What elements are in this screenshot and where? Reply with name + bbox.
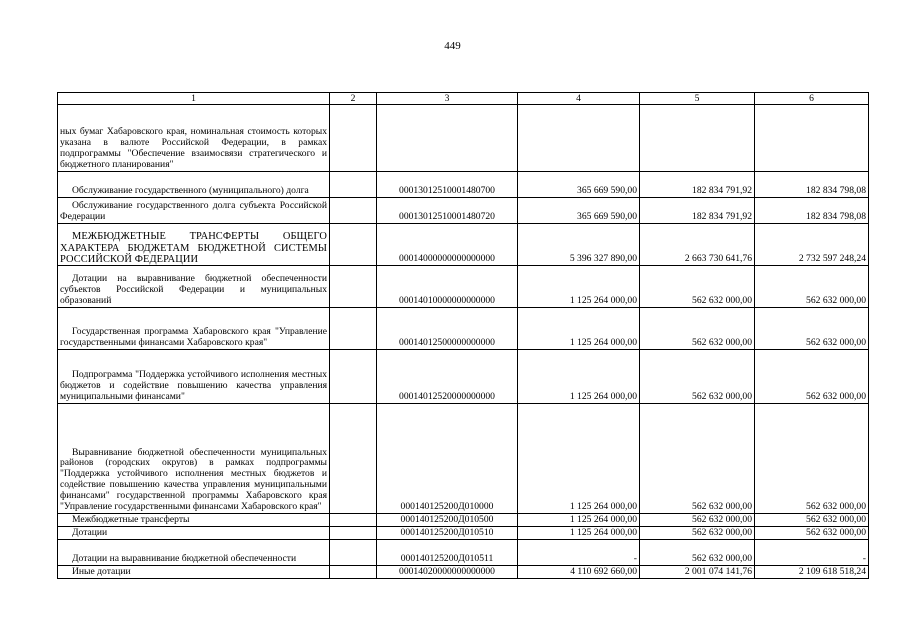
row-value-5: 182 834 791,92 <box>640 172 755 198</box>
row-value-4: 1 125 264 000,00 <box>518 350 640 404</box>
row-value-6: 182 834 798,08 <box>755 198 869 224</box>
row-value-4: 365 669 590,00 <box>518 172 640 198</box>
row-value-6: 182 834 798,08 <box>755 172 869 198</box>
row-value-5: 562 632 000,00 <box>640 266 755 308</box>
row-value-6: 562 632 000,00 <box>755 527 869 540</box>
row-name: Дотации на выравнивание бюджетной обеспеченности субъектов Российской Федерации и муниципальных образований <box>58 266 330 308</box>
row-value-4: 5 396 327 890,00 <box>518 224 640 266</box>
row-col2 <box>330 404 377 514</box>
row-col2 <box>330 266 377 308</box>
row-name: Дотации <box>58 527 330 540</box>
row-value-6: 562 632 000,00 <box>755 350 869 404</box>
table-row <box>58 308 869 350</box>
budget-table <box>57 92 869 579</box>
row-value-4: 1 125 264 000,00 <box>518 404 640 514</box>
table-row <box>58 172 869 198</box>
column-header: 2 <box>330 93 377 105</box>
row-code: 00013012510001480720 <box>377 198 518 224</box>
row-col2 <box>330 105 377 172</box>
row-name: Иные дотации <box>58 566 330 579</box>
row-col2 <box>330 350 377 404</box>
row-value-6 <box>755 105 869 172</box>
row-value-5: 2 663 730 641,76 <box>640 224 755 266</box>
row-col2 <box>330 224 377 266</box>
row-value-4: 1 125 264 000,00 <box>518 266 640 308</box>
row-code: 000140125200Д010000 <box>377 404 518 514</box>
row-name: Подпрограмма "Поддержка устойчивого исполнения местных бюджетов и содействие повышению качества управления муниципальными финансами" <box>58 350 330 404</box>
row-code: 00014012500000000000 <box>377 308 518 350</box>
table-row <box>58 540 869 566</box>
row-name: МЕЖБЮДЖЕТНЫЕ ТРАНСФЕРТЫ ОБЩЕГО ХАРАКТЕРА БЮДЖЕТАМ БЮДЖЕТНОЙ СИСТЕМЫ РОССИЙСКОЙ ФЕДЕРАЦИИ <box>58 224 330 266</box>
column-header: 6 <box>755 93 869 105</box>
table-row <box>58 198 869 224</box>
row-value-6: 2 732 597 248,24 <box>755 224 869 266</box>
row-value-4: 1 125 264 000,00 <box>518 308 640 350</box>
row-value-4: - <box>518 540 640 566</box>
table-row <box>58 224 869 266</box>
row-col2 <box>330 566 377 579</box>
row-code: 00014012520000000000 <box>377 350 518 404</box>
row-name: Обслуживание государственного долга субъекта Российской Федерации <box>58 198 330 224</box>
page-number: 449 <box>444 40 461 52</box>
row-value-6: 562 632 000,00 <box>755 266 869 308</box>
row-value-6: 562 632 000,00 <box>755 514 869 527</box>
table-row <box>58 350 869 404</box>
row-code: 000140125200Д010510 <box>377 527 518 540</box>
table-row <box>58 105 869 172</box>
row-value-5: 182 834 791,92 <box>640 198 755 224</box>
row-value-4: 1 125 264 000,00 <box>518 514 640 527</box>
row-value-6: 562 632 000,00 <box>755 308 869 350</box>
row-value-5: 562 632 000,00 <box>640 527 755 540</box>
row-value-4 <box>518 105 640 172</box>
row-value-5: 562 632 000,00 <box>640 308 755 350</box>
row-col2 <box>330 308 377 350</box>
row-name: Выравнивание бюджетной обеспеченности муниципальных районов (городских округов) в рамках подпрограммы "Поддержка устойчивого исполнения местных бюджетов и содействие повышению качества управления муниципальными финансами" государственной программы Хабаровского края "Управление государственными финансами Хабаровского края" <box>58 404 330 514</box>
row-value-5: 2 001 074 141,76 <box>640 566 755 579</box>
row-name: Обслуживание государственного (муниципального) долга <box>58 172 330 198</box>
table-row <box>58 266 869 308</box>
row-value-6: 2 109 618 518,24 <box>755 566 869 579</box>
row-col2 <box>330 514 377 527</box>
row-value-5: 562 632 000,00 <box>640 514 755 527</box>
row-value-4: 1 125 264 000,00 <box>518 527 640 540</box>
row-value-5 <box>640 105 755 172</box>
column-header-row <box>58 93 869 105</box>
row-code <box>377 105 518 172</box>
table-row <box>58 514 869 527</box>
column-header: 5 <box>640 93 755 105</box>
table-row <box>58 566 869 579</box>
column-header: 4 <box>518 93 640 105</box>
row-value-6: 562 632 000,00 <box>755 404 869 514</box>
row-col2 <box>330 527 377 540</box>
row-value-4: 365 669 590,00 <box>518 198 640 224</box>
row-code: 000140125200Д010511 <box>377 540 518 566</box>
row-code: 000140125200Д010500 <box>377 514 518 527</box>
row-col2 <box>330 198 377 224</box>
row-code: 00014010000000000000 <box>377 266 518 308</box>
row-code: 00014020000000000000 <box>377 566 518 579</box>
row-code: 00013012510001480700 <box>377 172 518 198</box>
row-name: Государственная программа Хабаровского края "Управление государственными финансами Хабаровского края" <box>58 308 330 350</box>
row-value-6: - <box>755 540 869 566</box>
row-value-5: 562 632 000,00 <box>640 350 755 404</box>
row-name: ных бумаг Хабаровского края, номинальная стоимость которых указана в валюте Российской Федерации, в рамках подпрограммы "Обеспечение взаимосвязи стратегического и бюджетного планирования" <box>58 105 330 172</box>
table-row <box>58 404 869 514</box>
row-name: Дотации на выравнивание бюджетной обеспеченности <box>58 540 330 566</box>
column-header: 1 <box>58 93 330 105</box>
row-col2 <box>330 540 377 566</box>
row-value-4: 4 110 692 660,00 <box>518 566 640 579</box>
row-col2 <box>330 172 377 198</box>
row-code: 00014000000000000000 <box>377 224 518 266</box>
row-value-5: 562 632 000,00 <box>640 404 755 514</box>
row-name: Межбюджетные трансферты <box>58 514 330 527</box>
table-row <box>58 527 869 540</box>
column-header: 3 <box>377 93 518 105</box>
row-value-5: 562 632 000,00 <box>640 540 755 566</box>
